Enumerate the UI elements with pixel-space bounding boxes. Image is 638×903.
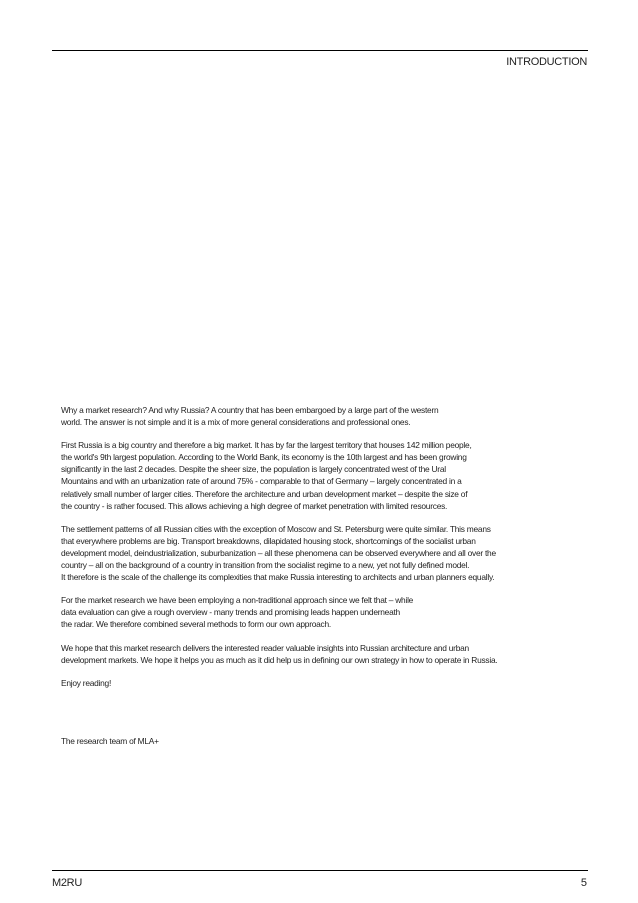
text-line: Mountains and with an urbanization rate of around 75% - comparable to that of Germany – largely concentrated in a: [61, 476, 462, 487]
paragraph-1: [61, 404, 581, 428]
paragraph-3: [61, 523, 581, 583]
spacer: [61, 700, 581, 735]
text-line: For the market research we have been employing a non-traditional approach since we felt that – while: [61, 595, 414, 606]
text-line: relatively small number of larger cities. Therefore the architecture and urban development market – despite the size of: [61, 488, 468, 499]
text-line: significantly in the last 2 decades. Despite the sheer size, the population is largely concentrated west of the Ural: [61, 464, 446, 475]
text-line: The settlement patterns of all Russian cities with the exception of Moscow and St. Petersburg were quite similar. This means: [61, 523, 491, 534]
text-line: Why a market research? And why Russia? A country that has been embargoed by a large part of the western: [61, 405, 439, 415]
header-rule: [52, 50, 588, 51]
text-line: Enjoy reading!: [61, 677, 112, 688]
text-line: development markets. We hope it helps you as much as it did help us in defining our own strategy in how to operate in Russia.: [61, 654, 498, 665]
page-number: 5: [580, 877, 587, 889]
text-line: It therefore is the scale of the challenge its complexities that make Russia interesting to architects and urban planners equally.: [61, 572, 495, 583]
text-line: the radar. We therefore combined several methods to form our own approach.: [61, 619, 331, 630]
body-text: [61, 404, 581, 758]
text-line: development model, deindustrialization, suburbanization – all these phenomena can be observed everywhere and all over the: [61, 547, 496, 558]
footer-title: M2RU: [52, 877, 82, 889]
text-line: country – all on the background of a country in transition from the socialist regime to a new, yet not fully defined model.: [61, 560, 470, 571]
text-line: world. The answer is not simple and it is a mix of more general considerations and professional ones.: [61, 417, 411, 428]
text-line: We hope that this market research delivers the interested reader valuable insights into Russian architecture and urban: [61, 642, 469, 653]
text-line: First Russia is a big country and therefore a big market. It has by far the largest territory that houses 142 million people,: [61, 440, 472, 451]
paragraph-4: [61, 594, 581, 630]
paragraph-5: [61, 642, 581, 666]
text-line: the world's 9th largest population. According to the World Bank, its economy is the 10th largest and has been growing: [61, 452, 467, 463]
paragraph-6: [61, 677, 581, 689]
signature: The research team of MLA+: [61, 735, 159, 746]
footer-rule: [52, 870, 588, 871]
paragraph-2: [61, 439, 581, 512]
text-line: the country - is rather focused. This allows achieving a high degree of market penetration with limited resources.: [61, 500, 448, 511]
text-line: data evaluation can give a rough overview - many trends and promising leads happen underneath: [61, 607, 400, 618]
section-title: INTRODUCTION: [506, 56, 587, 68]
text-line: that everywhere problems are big. Transport breakdowns, dilapidated housing stock, shortcomings of the socialist urban: [61, 535, 476, 546]
